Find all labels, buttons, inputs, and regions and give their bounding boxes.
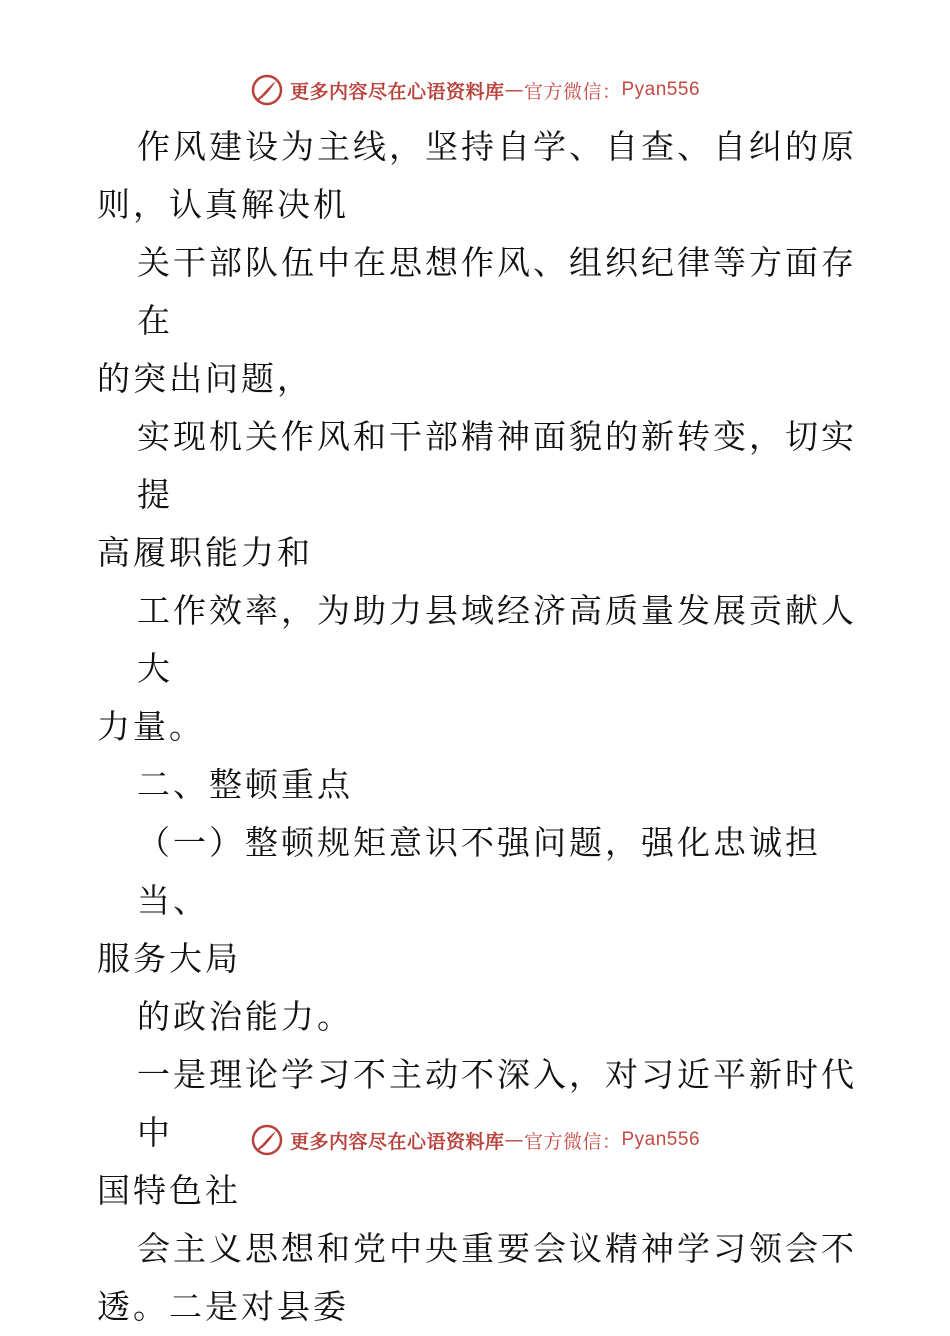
paragraph-line: 力量。 [97, 707, 205, 746]
header-watermark [0, 70, 950, 110]
watermark-dash: — [504, 1129, 524, 1151]
paragraph [97, 1220, 857, 1336]
paragraph-line: 实现机关作风和干部精神面貌的新转变，切实提 [137, 417, 857, 514]
paragraph-line: 作风建设为主线，坚持自学、自查、自纠的原 [137, 127, 857, 166]
watermark-id: Pyan556 [621, 1129, 701, 1150]
paragraph-line: 二、整顿重点 [137, 765, 353, 804]
paragraph [97, 118, 857, 234]
watermark-dash: — [504, 79, 524, 101]
paragraph-line: 一是理论学习不主动不深入，对习近平新时代中 [137, 1055, 857, 1152]
quill-logo-icon [250, 73, 284, 107]
paragraph [97, 582, 857, 756]
section-heading [97, 756, 857, 814]
paragraph-line: 关干部队伍中在思想作风、组织纪律等方面存在 [137, 243, 857, 340]
watermark-main: 更多内容尽在心语资料库 [289, 80, 505, 103]
paragraph-line: 的突出问题， [97, 359, 313, 398]
watermark-main: 更多内容尽在心语资料库 [289, 1130, 505, 1153]
watermark-id: Pyan556 [621, 79, 701, 100]
paragraph [97, 408, 857, 582]
paragraph-line: （一）整顿规矩意识不强问题，强化忠诚担当、 [137, 823, 821, 920]
paragraph [97, 234, 857, 408]
paragraph-line: 则，认真解决机 [97, 185, 349, 224]
quill-logo-icon [250, 1123, 284, 1157]
paragraph-line: 透。二是对县委 [97, 1287, 349, 1326]
watermark-sub: 官方微信： [523, 80, 622, 103]
paragraph-line: 高履职能力和 [97, 533, 313, 572]
footer-watermark [0, 1120, 950, 1160]
watermark-text [290, 1127, 700, 1154]
paragraph-line: 会主义思想和党中央重要会议精神学习领会不 [137, 1229, 857, 1268]
subsection-heading [97, 814, 857, 988]
paragraph-line: 的政治能力。 [137, 997, 353, 1036]
paragraph-line: 服务大局 [97, 939, 241, 978]
watermark-sub: 官方微信： [523, 1130, 622, 1153]
paragraph [97, 988, 857, 1046]
watermark-text [290, 77, 700, 104]
paragraph-line: 工作效率，为助力县域经济高质量发展贡献人大 [137, 591, 857, 688]
paragraph-line: 国特色社 [97, 1171, 241, 1210]
